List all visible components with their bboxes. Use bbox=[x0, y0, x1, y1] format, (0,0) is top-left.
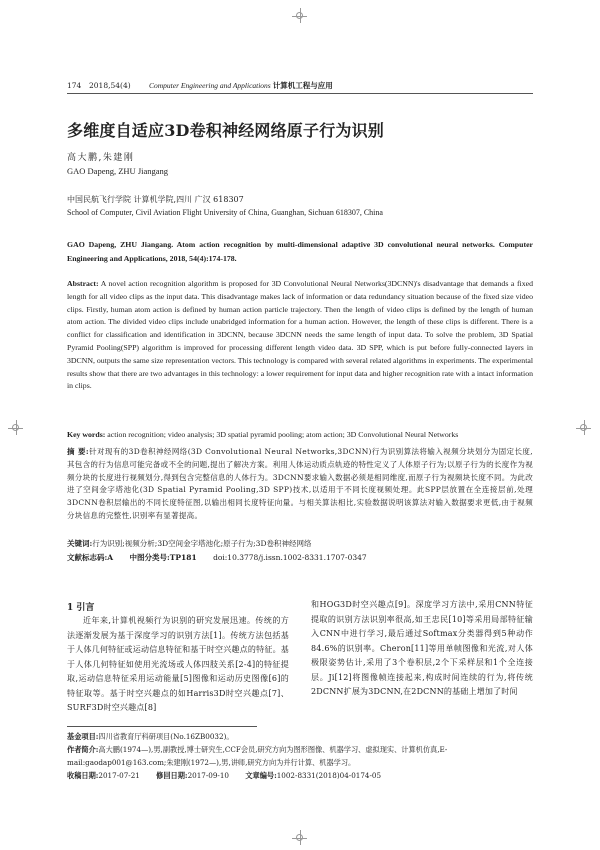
journal-name-cn: 计算机工程与应用 bbox=[272, 81, 333, 90]
crop-mark-icon bbox=[296, 12, 303, 19]
keywords-cn-label: 关键词: bbox=[67, 539, 93, 548]
clc-code: 中图分类号:TP181 bbox=[129, 553, 197, 562]
dates-line: 收稿日期:2017-07-21 修回日期:2017-09-10 文章编号:1002-8331(2018)04-0174-05 bbox=[67, 771, 382, 780]
running-header bbox=[67, 80, 533, 94]
abstract-en bbox=[67, 278, 533, 393]
citation: GAO Dapeng, ZHU Jiangang. Atom action recognition by multi-dimensional adaptive 3D convolutional neural networks. Computer Engineering and Applications, 2018, 54(4):174-178. bbox=[67, 240, 533, 263]
doc-code: 文献标志码:A bbox=[67, 553, 114, 562]
authors-en: GAO Dapeng, ZHU Jiangang bbox=[67, 166, 169, 176]
body-column-left bbox=[67, 614, 289, 716]
abstract-text: A novel action recognition algorithm is proposed for 3D Convolutional Neural Networks(3DCNN)'s disadvantage that demands a fixed length for all video clips as the input data. This disadvantage makes lack of information or data redundancy situation because of the fixed size video clips. Firstly, human atom action is defined by human action particle trajectory. Then the length of video clips is defined by the length of human atom action. The divided video clips include unabridged information for a human action. However, the length of these clips is different. There is a conflict for classification and identification in 3DCNN, because 3DCNN needs the same length of input data. To solve the problem, 3D Spatial Pyramid Pooling(SPP) algorithm is improved for processing different length video data. 3D SPP, which is put before fully-connected layers in 3DCNN, outputs the same size representation vectors. This technology is compared with several related algorithms in experiments. The experimental results show that there are two advantages in this technology: a lower requirement for input data and higher recognition rate with a intact information in clips. bbox=[67, 279, 533, 391]
journal-name-en: Computer Engineering and Applications bbox=[149, 81, 271, 90]
crop-mark-icon bbox=[12, 424, 19, 431]
keywords-text: action recognition; video analysis; 3D spatial pyramid pooling; atom action; 3D Convolutional Neural Networks bbox=[107, 430, 459, 439]
section-heading: 1 引言 bbox=[67, 603, 95, 613]
authors-cn: 高大鹏,朱建刚 bbox=[67, 153, 135, 163]
affiliation-en: School of Computer, Civil Aviation Flight University of China, Guanghan, Sichuan 618307, China bbox=[67, 208, 383, 217]
keywords-cn bbox=[67, 538, 533, 551]
volume-issue: 2018,54(4) bbox=[89, 81, 131, 90]
crop-mark-icon bbox=[296, 834, 303, 841]
author-bio: 作者简介:高大鹏(1974—),男,副教授,博士研究生,CCF会员,研究方向为图形图像、机器学习、虚拟现实、计算机仿真,E-mail:gaodap001@163.com;朱建刚(1972—),男,讲师,研究方向为并行计算、机器学习。 bbox=[67, 745, 448, 767]
keywords-en bbox=[67, 428, 533, 441]
fund-note: 基金项目:四川省教育厅科研项目(No.16ZB0032)。 bbox=[67, 732, 234, 741]
affiliation-cn: 中国民航飞行学院 计算机学院,四川 广汉 618307 bbox=[67, 195, 244, 204]
body-text-right: 和HOG3D时空兴趣点[9]。深度学习方法中,采用CNN特征提取的识别方法识别率很高,如王忠民[10]等采用局部特征输入CNN中进行学习,最后通过Softmax分类器得到5种动作84.6%的识别率。Cheron[11]等用单帧图像和光流,对人体极限姿势估计,采用了3个卷积层,2个下采样层和1个全连接层。Ji[12]将图像帧连接起来,构成时间连续的行为,将传统2DCNN扩展为3DCNN,在2DCNN的基础上增加了时间 bbox=[311, 600, 533, 696]
crop-mark-icon bbox=[580, 424, 587, 431]
footnotes bbox=[67, 730, 533, 782]
doi: doi:10.3778/j.issn.1002-8331.1707-0347 bbox=[213, 553, 367, 562]
keywords-label: Key words: bbox=[67, 430, 106, 439]
classification-line bbox=[67, 552, 533, 565]
body-column-right bbox=[311, 598, 533, 700]
keywords-cn-text: 行为识别;视频分析;3D空间金字塔池化;原子行为;3D卷积神经网络 bbox=[92, 539, 312, 548]
abstract-cn bbox=[67, 446, 533, 523]
footnote-divider bbox=[67, 726, 257, 727]
abstract-label: Abstract: bbox=[67, 279, 99, 288]
abstract-cn-text: 针对现有的3D卷积神经网络(3D Convolutional Neural Networks,3DCNN)行为识别算法将输入视频分块划分为固定长度,其包含的行为信息可能完备或不全的问题,提出了解决方案。利用人体运动质点轨迹的特性定义了人体原子行为;以原子行为的长度作为视频分块的长度进行视频划分,得到包含完整信息的人体行为。3DCNN要求输入数据必须是相同维度,而原子行为视频块长度不同。为此改进了空间金字塔池化(3D Spatial Pyramid Pooling,3D SPP)技术,以适用于不同长度视频处理。此SPP层放置在全连接层前,处理3DCNN卷积层输出的不同长度特征图,以输出相同长度特征向量。与相关算法相比,实验数据说明该算法对输入数据要求更低,由于视频分块信息的完整性,识别率有显著提高。 bbox=[67, 447, 533, 520]
body-text-left: 近年来,计算机视频行为识别的研究发展迅速。传统的方法逐渐发展为基于深度学习的识别方法[1]。传统方法包括基于人体几何特征或运动信息特征和基于时空兴趣点的特征。基于人体几何特征如使用光流场或人体四肢关系[2-4]的特征提取,运动信息特征采用运动能量[5]图像和运动历史图像[6]的特征取等。基于时空兴趣点的如Harris3D时空兴趣点[7]、SURF3D时空兴趣点[8] bbox=[67, 616, 289, 712]
page-number: 174 bbox=[67, 81, 82, 90]
paper-title: 多维度自适应3D卷积神经网络原子行为识别 bbox=[67, 121, 385, 140]
abstract-cn-label: 摘 要: bbox=[67, 447, 89, 456]
